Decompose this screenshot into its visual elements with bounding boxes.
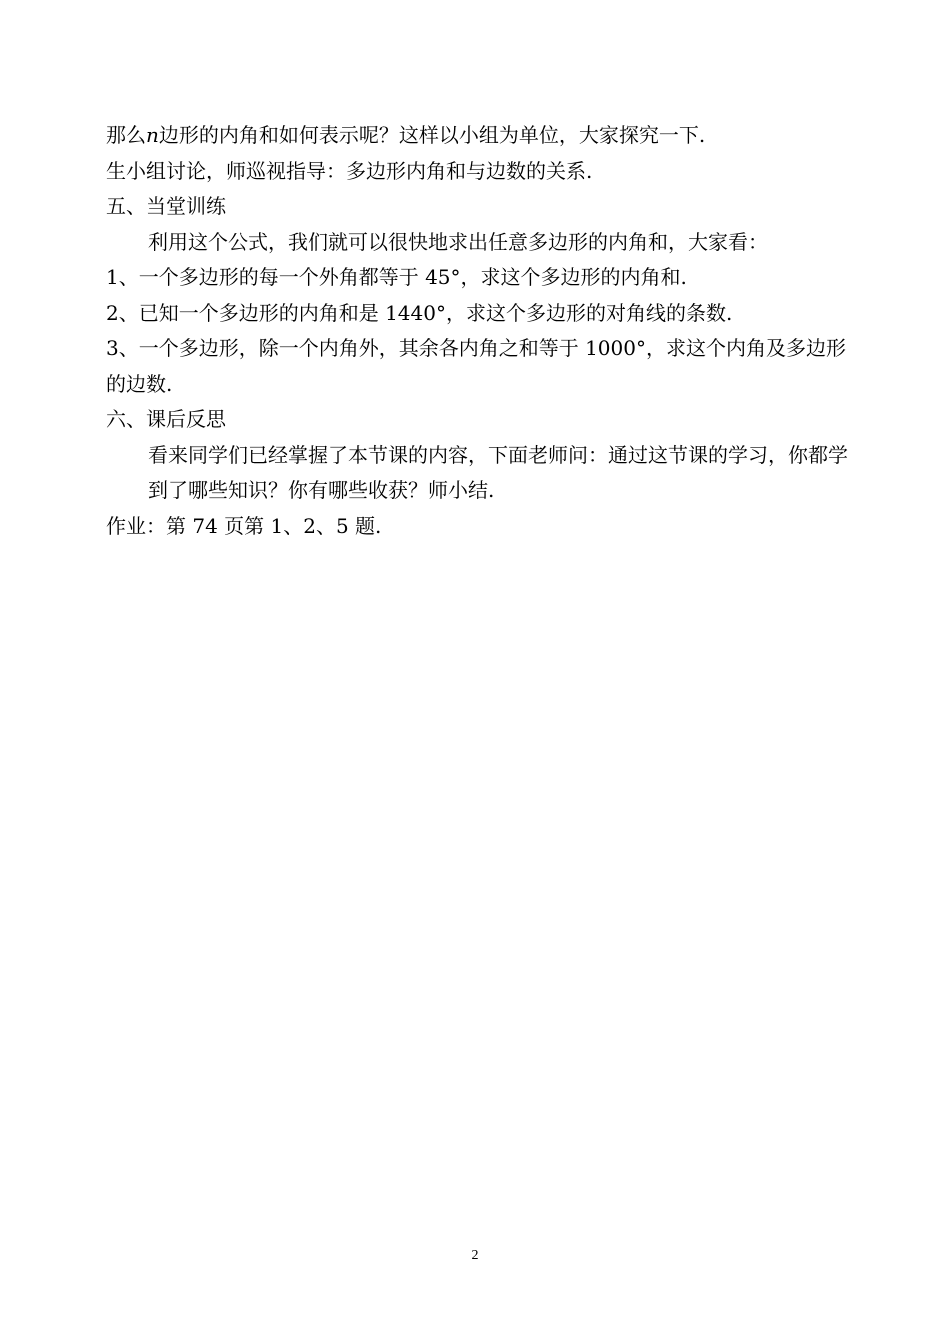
page-number: 2 <box>471 1248 479 1263</box>
exercise-1: 1、一个多边形的每一个外角都等于 45°，求这个多边形的内角和. <box>106 265 687 289</box>
text-prefix: 那么 <box>106 123 146 147</box>
paragraph-summary: 看来同学们已经掌握了本节课的内容，下面老师问：通过这节课的学习，你都学到了哪些知识？你有哪些收获？师小结. <box>148 442 848 502</box>
text-suffix: 边形的内角和如何表示呢？这样以小组为单位，大家探究一下. <box>158 123 706 147</box>
section-heading-reflection: 六、课后反思 <box>106 407 226 431</box>
exercise-3: 3、一个多边形，除一个内角外，其余各内角之和等于 1000°，求这个内角及多边形的边数. <box>106 336 846 396</box>
paragraph-formula-intro: 利用这个公式，我们就可以很快地求出任意多边形的内角和，大家看： <box>148 229 768 254</box>
exercise-2: 2、已知一个多边形的内角和是 1440°，求这个多边形的对角线的条数. <box>106 300 733 325</box>
homework-line: 作业：第 74 页第 1、2、5 题. <box>106 513 382 538</box>
paragraph-polygon-angle-sum <box>106 118 856 154</box>
section-heading-practice: 五、当堂训练 <box>106 194 226 218</box>
paragraph-group-discussion: 生小组讨论，师巡视指导：多边形内角和与边数的关系. <box>106 158 593 183</box>
variable-n: n <box>146 123 159 147</box>
document-body <box>106 118 856 544</box>
